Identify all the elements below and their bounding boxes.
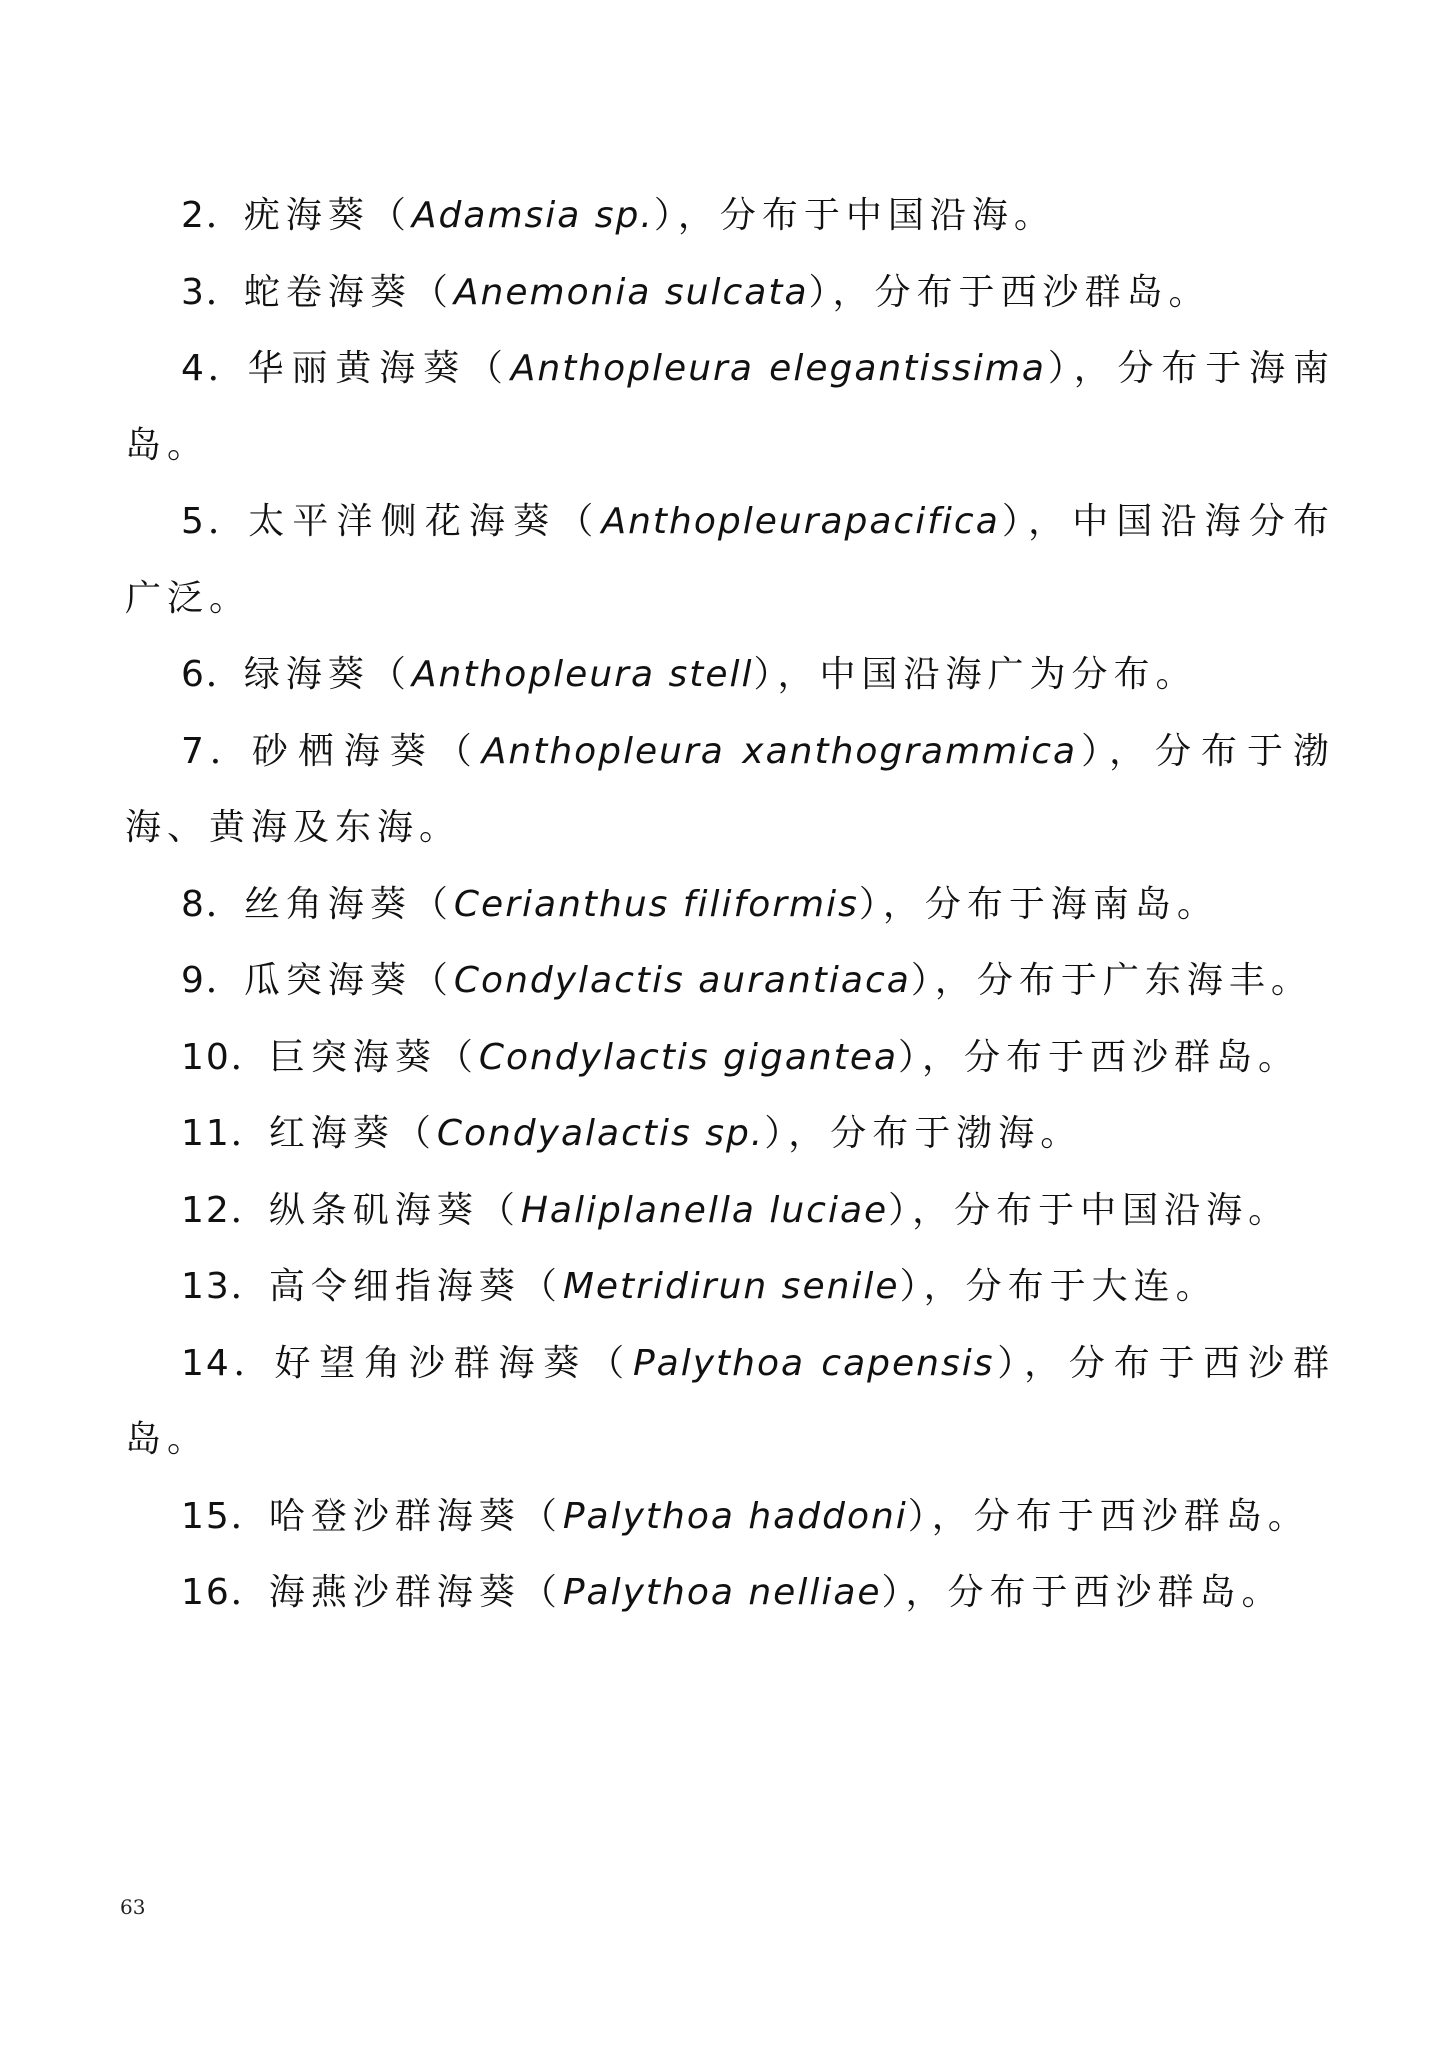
species-entry [125,1020,1335,1097]
entry-number: 16． [181,1572,269,1613]
entry-scientific-name: Haliplanella luciae [520,1189,889,1231]
entry-distribution: ），中国沿海分布广泛。 [125,501,1335,619]
species-entry [125,1555,1335,1632]
species-entry [125,1096,1335,1173]
entry-scientific-name: Metridirun senile [562,1266,900,1307]
entry-chinese-name: 哈登沙群海葵（ [268,1495,563,1537]
entry-number: 10． [181,1036,269,1078]
species-entry [125,867,1335,944]
species-entry [125,1249,1335,1326]
entry-number: 6． [181,654,244,695]
entry-distribution: ），分布于渤海。 [764,1113,1083,1154]
entry-number: 14． [181,1342,275,1384]
entry-number: 11． [181,1113,269,1154]
page-number: 63 [120,1895,146,1919]
entry-distribution: ），分布于西沙群岛。 [881,1572,1284,1613]
entry-distribution: ），分布于西沙群岛。 [125,1342,1335,1460]
entry-number: 12． [181,1189,269,1231]
entry-number: 4． [181,348,248,389]
entry-number: 2． [181,195,244,236]
entry-chinese-name: 高令细指海葵（ [268,1266,563,1307]
entry-chinese-name: 砂栖海葵（ [251,730,482,772]
entry-number: 3． [181,271,244,313]
species-list [125,178,1335,1632]
entry-chinese-name: 纵条矶海葵（ [268,1189,521,1231]
entry-scientific-name: Condyalactis sp. [436,1113,765,1154]
species-entry [125,484,1335,637]
entry-chinese-name: 丝角海葵（ [243,883,454,925]
species-entry [125,1326,1335,1479]
entry-scientific-name: Cerianthus filiformis [453,883,859,925]
entry-scientific-name: Anthopleurapacifica [601,501,1000,542]
entry-scientific-name: Condylactis aurantiaca [453,960,911,1001]
entry-number: 9． [181,960,244,1001]
entry-distribution: ），分布于中国沿海。 [888,1189,1291,1231]
entry-number: 8． [181,883,244,925]
entry-distribution: ），分布于西沙群岛。 [898,1036,1301,1078]
entry-chinese-name: 疣海葵（ [243,195,412,236]
entry-number: 5． [181,501,249,542]
entry-number: 7． [181,730,252,772]
entry-chinese-name: 巨突海葵（ [268,1036,479,1078]
species-entry [125,1479,1335,1556]
species-entry [125,943,1335,1020]
entry-chinese-name: 瓜突海葵（ [243,960,454,1001]
entry-chinese-name: 蛇卷海葵（ [243,271,454,313]
entry-distribution: ），分布于西沙群岛。 [808,271,1211,313]
entry-scientific-name: Palythoa haddoni [562,1495,908,1537]
entry-scientific-name: Palythoa capensis [632,1342,995,1384]
species-entry [125,331,1335,484]
entry-distribution: ），分布于海南岛。 [125,348,1335,466]
species-entry [125,178,1335,255]
entry-scientific-name: Anthopleura stell [411,654,754,695]
entry-chinese-name: 海燕沙群海葵（ [268,1572,563,1613]
entry-number: 13． [181,1266,269,1307]
entry-chinese-name: 华丽黄海葵（ [247,348,511,389]
entry-scientific-name: Anthopleura elegantissima [510,348,1046,389]
entry-distribution: ），分布于中国沿海。 [653,195,1056,236]
species-entry [125,714,1335,867]
entry-scientific-name: Anthopleura xanthogrammica [481,730,1078,772]
species-entry [125,255,1335,332]
entry-number: 15． [181,1495,269,1537]
entry-distribution: ），分布于西沙群岛。 [907,1495,1310,1537]
entry-distribution: ），分布于大连。 [899,1266,1218,1307]
entry-scientific-name: Palythoa nelliae [562,1572,882,1613]
entry-distribution: ），中国沿海广为分布。 [753,654,1198,695]
entry-chinese-name: 好望角沙群海葵（ [274,1342,633,1384]
species-entry [125,1173,1335,1250]
entry-scientific-name: Adamsia sp. [411,195,654,236]
entry-chinese-name: 太平洋侧花海葵（ [248,501,602,542]
entry-distribution: ），分布于渤海、黄海及东海。 [125,730,1335,848]
entry-scientific-name: Condylactis gigantea [478,1036,899,1078]
entry-distribution: ），分布于广东海丰。 [910,960,1313,1001]
entry-distribution: ），分布于海南岛。 [858,883,1219,925]
entry-scientific-name: Anemonia sulcata [453,271,809,313]
entry-chinese-name: 绿海葵（ [243,654,412,695]
entry-chinese-name: 红海葵（ [268,1113,437,1154]
species-entry [125,637,1335,714]
